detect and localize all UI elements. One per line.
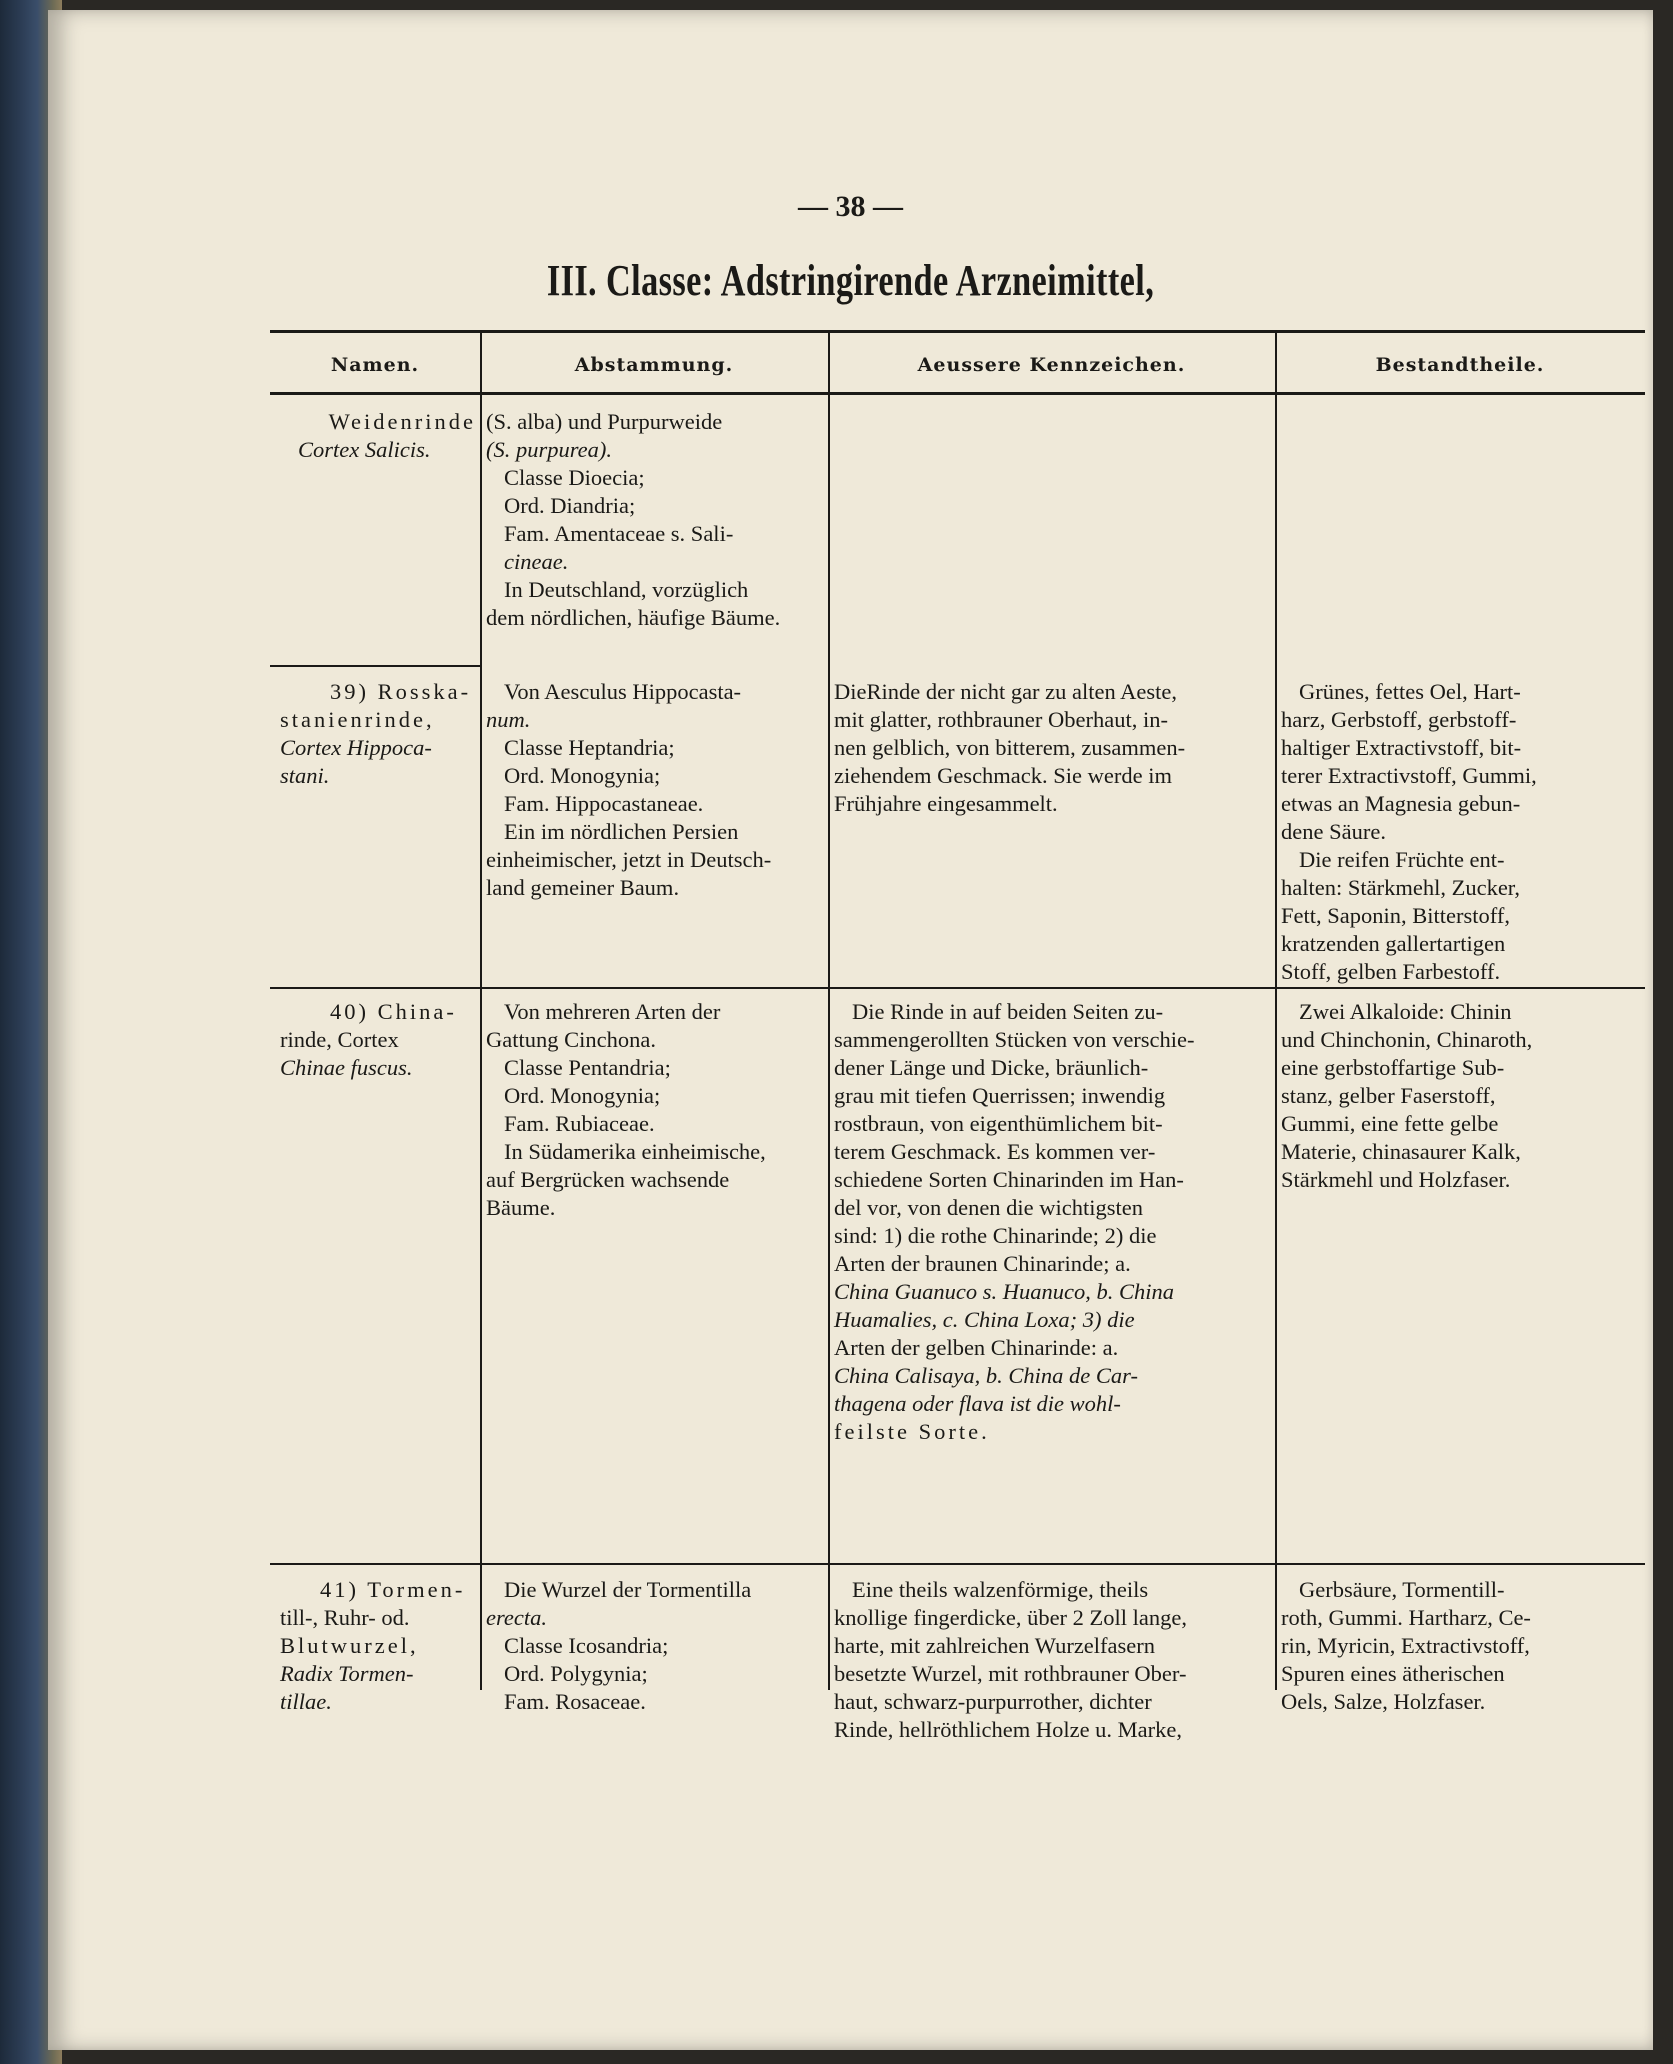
cell-line: dene Säure. [1281, 819, 1386, 844]
cell-line: Stoff, gelben Farbestoff. [1281, 959, 1501, 984]
page-number: — 38 — [798, 190, 903, 223]
row-chinarinde-abstammung [486, 998, 824, 1222]
row-separator [270, 1563, 1645, 1565]
row-tormentill-abstammung [486, 1576, 824, 1716]
row-separator [270, 665, 480, 667]
row-tormentill-bestandtheile [1281, 1576, 1641, 1716]
cell-line: besetzte Wurzel, mit rothbrauner Ober- [834, 1661, 1187, 1686]
cell-line: etwas an Magnesia gebun- [1281, 791, 1521, 816]
cell-line: Die Wurzel der Tormentilla [504, 1577, 752, 1602]
cell-line: Blutwurzel, [280, 1633, 419, 1658]
cell-line: terem Geschmack. Es kommen ver- [834, 1139, 1156, 1164]
cell-line: Classe Heptandria; [504, 735, 675, 760]
cell-line: harz, Gerbstoff, gerbstoff- [1281, 707, 1517, 732]
cell-line: (S. alba) und Purpurweide [486, 409, 723, 434]
book-page [48, 10, 1653, 2050]
cell-line: rin, Myricin, Extractivstoff, [1281, 1633, 1530, 1658]
header-abstammung: Abstammung. [574, 354, 734, 376]
cell-line: In Deutschland, vorzüglich [504, 577, 749, 602]
row-separator [270, 987, 1645, 989]
cell-line: Arten der gelben Chinarinde: a. [834, 1335, 1119, 1360]
cell-line: China Guanuco s. Huanuco, b. China [834, 1279, 1174, 1304]
cell-line: haltiger Extractivstoff, bit- [1281, 735, 1522, 760]
cell-line: Frühjahre eingesammelt. [834, 791, 1058, 816]
cell-line: auf Bergrücken wachsende [486, 1167, 730, 1192]
table-top-rule [270, 330, 1645, 333]
cell-line: stanz, gelber Faserstoff, [1281, 1083, 1496, 1108]
cell-line: stanienrinde, [280, 707, 435, 732]
cell-line: Fam. Hippocastaneae. [504, 791, 704, 816]
cell-line: land gemeiner Baum. [486, 875, 680, 900]
row-rosskastanie-abstammung [486, 678, 824, 902]
cell-line: ziehendem Geschmack. Sie werde im [834, 763, 1172, 788]
cell-line: num. [486, 707, 531, 732]
cell-line: dener Länge und Dicke, bräunlich- [834, 1055, 1149, 1080]
cell-line: Ein im nördlichen Persien [504, 819, 739, 844]
row-rosskastanie-namen [280, 678, 476, 790]
row-weidenrinde-abstammung [486, 408, 824, 632]
cell-line: Ord. Monogynia; [504, 1083, 661, 1108]
cell-line: Rinde, hellröthlichem Holze u. Marke, [834, 1717, 1183, 1742]
cell-line: Cortex Hippoca- [280, 735, 432, 760]
row-tormentill-namen [280, 1576, 476, 1716]
cell-line: harte, mit zahlreichen Wurzelfasern [834, 1633, 1156, 1658]
cell-line: Fam. Rosaceae. [504, 1689, 646, 1714]
cell-line: Zwei Alkaloide: Chinin [1299, 999, 1512, 1024]
cell-line: Von mehreren Arten der [504, 999, 721, 1024]
row-rosskastanie-bestandtheile [1281, 678, 1641, 986]
cell-line: Classe Dioecia; [504, 465, 645, 490]
cell-line: feilste Sorte. [834, 1419, 990, 1444]
cell-line: Fett, Saponin, Bitterstoff, [1281, 903, 1510, 928]
cell-line: eine gerbstoffartige Sub- [1281, 1055, 1505, 1080]
cell-line: China Calisaya, b. China de Car- [834, 1363, 1138, 1388]
cell-line: erecta. [486, 1605, 548, 1630]
row-chinarinde-namen [280, 998, 476, 1082]
cell-line: mit glatter, rothbrauner Oberhaut, in- [834, 707, 1168, 732]
cell-line: tillae. [280, 1689, 332, 1714]
row-weidenrinde-namen [280, 408, 476, 464]
row-tormentill-kennzeichen [834, 1576, 1271, 1744]
column-divider [1275, 330, 1277, 1690]
row-chinarinde-kennzeichen [834, 998, 1271, 1446]
cell-line: Gattung Cinchona. [486, 1027, 656, 1052]
row-chinarinde-bestandtheile [1281, 998, 1641, 1194]
cell-line: Bäume. [486, 1195, 556, 1220]
cell-line: Fam. Amentaceae s. Sali- [504, 521, 734, 546]
cell-line: Spuren eines ätherischen [1281, 1661, 1505, 1686]
cell-line: rostbraun, von eigenthümlichem bit- [834, 1111, 1163, 1136]
cell-line: 41) Tormen- [320, 1577, 466, 1602]
cell-line: till-, Ruhr- od. [280, 1605, 410, 1630]
cell-line: Die reifen Früchte ent- [1299, 847, 1505, 872]
cell-line: knollige fingerdicke, über 2 Zoll lange, [834, 1605, 1188, 1630]
cell-line: Materie, chinasaurer Kalk, [1281, 1139, 1521, 1164]
cell-line: Classe Pentandria; [504, 1055, 671, 1080]
cell-line: stani. [280, 763, 330, 788]
cell-line: Ord. Polygynia; [504, 1661, 648, 1686]
cell-line: Die Rinde in auf beiden Seiten zu- [852, 999, 1164, 1024]
cell-line: del vor, von denen die wichtigsten [834, 1195, 1144, 1220]
table-header-rule [270, 392, 1645, 395]
cell-line: dem nördlichen, häufige Bäume. [486, 605, 781, 630]
column-divider [480, 330, 482, 1690]
cell-line: terer Extractivstoff, Gummi, [1281, 763, 1537, 788]
header-namen: Namen. [330, 354, 420, 376]
cell-line: Fam. Rubiaceae. [504, 1111, 655, 1136]
cell-line: roth, Gummi. Hartharz, Ce- [1281, 1605, 1531, 1630]
cell-line: 40) China- [330, 999, 457, 1024]
cell-line: Huamalies, c. China Loxa; 3) die [834, 1307, 1135, 1332]
cell-line: Eine theils walzenförmige, theils [852, 1577, 1149, 1602]
cell-line: 39) Rosska- [330, 679, 472, 704]
cell-line: DieRinde der nicht gar zu alten Aeste, [834, 679, 1178, 704]
cell-line: sammengerollten Stücken von verschie- [834, 1027, 1195, 1052]
cell-line: sind: 1) die rothe Chinarinde; 2) die [834, 1223, 1157, 1248]
cell-line: Von Aesculus Hippocasta- [504, 679, 742, 704]
cell-line: Chinae fuscus. [280, 1055, 413, 1080]
cell-line: Radix Tormen- [280, 1661, 414, 1686]
cell-line: einheimischer, jetzt in Deutsch- [486, 847, 772, 872]
header-kennzeichen: Aeussere Kennzeichen. [917, 354, 1186, 376]
cell-line: cineae. [504, 549, 569, 574]
cell-line: Arten der braunen Chinarinde; a. [834, 1251, 1131, 1276]
cell-line: Cortex Salicis. [298, 437, 431, 462]
cell-line: kratzenden gallertartigen [1281, 931, 1506, 956]
cell-line: und Chinchonin, Chinaroth, [1281, 1027, 1533, 1052]
cell-line: halten: Stärkmehl, Zucker, [1281, 875, 1521, 900]
cell-line: Ord. Monogynia; [504, 763, 661, 788]
cell-line: Gerbsäure, Tormentill- [1299, 1577, 1505, 1602]
cell-line: In Südamerika einheimische, [504, 1139, 766, 1164]
header-bestandtheile: Bestandtheile. [1375, 354, 1545, 376]
cell-line: thagena oder flava ist die wohl- [834, 1391, 1121, 1416]
cell-line: Weidenrinde [328, 409, 476, 434]
column-divider [828, 330, 830, 1690]
cell-line: Ord. Diandria; [504, 493, 636, 518]
cell-line: haut, schwarz-purpurrother, dichter [834, 1689, 1152, 1714]
cell-line: Oels, Salze, Holzfaser. [1281, 1689, 1486, 1714]
cell-line: rinde, Cortex [280, 1027, 399, 1052]
cell-line: Gummi, eine fette gelbe [1281, 1111, 1499, 1136]
row-rosskastanie-kennzeichen [834, 678, 1271, 818]
cell-line: nen gelblich, von bitterem, zusammen- [834, 735, 1186, 760]
cell-line: schiedene Sorten Chinarinden im Han- [834, 1167, 1184, 1192]
cell-line: grau mit tiefen Querrissen; inwendig [834, 1083, 1166, 1108]
cell-line: Stärkmehl und Holzfaser. [1281, 1167, 1511, 1192]
page-title: III. Classe: Adstringirende Arzneimittel, [546, 256, 1155, 305]
cell-line: Classe Icosandria; [504, 1633, 669, 1658]
cell-line: (S. purpurea). [486, 437, 613, 462]
cell-line: Grünes, fettes Oel, Hart- [1299, 679, 1521, 704]
